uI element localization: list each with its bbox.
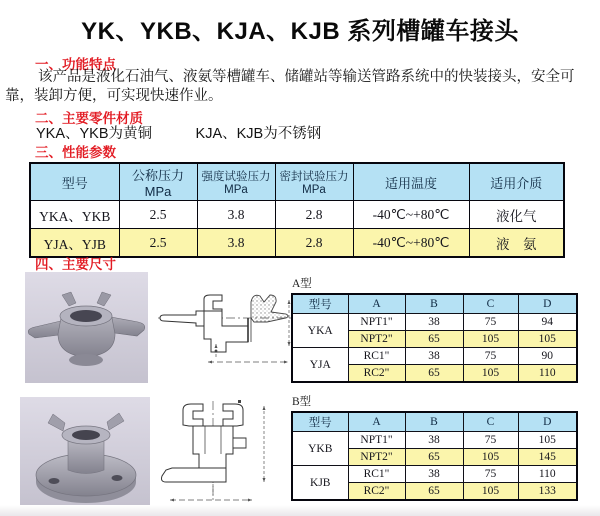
- materials-description: YKA、YKB为黄铜 KJA、KJB为不锈钢: [36, 126, 322, 142]
- table-header-row: [292, 294, 577, 314]
- table-cell: YKA、YKB: [30, 201, 119, 229]
- features-description: 该产品是液化石油气、液氨等槽罐车、储罐站等输送管路系统中的快装接头，安全可靠，装卸方便，可实现快速作业。: [5, 69, 575, 104]
- table-cell: 38: [405, 466, 463, 483]
- table-cell: 145: [518, 449, 577, 466]
- table-cell: YJA、YJB: [30, 229, 119, 258]
- section-heading-dimensions: 四、主要尺寸: [35, 257, 116, 272]
- table-row: [30, 201, 564, 229]
- column-header-temperature: 适用温度: [353, 163, 469, 201]
- model-cell: YKB: [292, 432, 348, 466]
- dimension-table-a-block: [291, 275, 581, 383]
- section-heading-materials: 二、主要零件材质: [35, 111, 143, 126]
- table-cell: NPT2": [348, 449, 405, 466]
- column-header-a: A: [348, 294, 405, 314]
- page-title: YK、YKB、KJA、KJB 系列槽罐车接头: [81, 18, 519, 45]
- table-cell: 133: [518, 483, 577, 501]
- table-header-row: [30, 163, 564, 201]
- table-cell: 2.5: [119, 201, 197, 229]
- table-cell: 38: [405, 314, 463, 331]
- table-cell: 2.5: [119, 229, 197, 258]
- column-header-seal-test: 密封试验压力MPa: [275, 163, 353, 201]
- table-cell: 75: [463, 432, 518, 449]
- column-header-d: D: [518, 294, 577, 314]
- table-row: [292, 314, 577, 331]
- table-header-row: [292, 412, 577, 432]
- page-edge-shadow: [0, 505, 600, 516]
- column-header-d: D: [518, 412, 577, 432]
- table-cell: 110: [518, 365, 577, 383]
- table-cell: 65: [405, 365, 463, 383]
- column-header-b: B: [405, 412, 463, 432]
- table-cell: NPT2": [348, 331, 405, 348]
- table-label-a: A型: [292, 278, 312, 290]
- table-cell: 3.8: [197, 201, 275, 229]
- column-header-model: 型号: [292, 412, 348, 432]
- table-cell: 90: [518, 348, 577, 365]
- dimension-table-b: [291, 411, 578, 501]
- column-header-strength-test: 强度试验压力MPa: [197, 163, 275, 201]
- table-cell: RC2": [348, 483, 405, 501]
- dimension-drawing-type-a: [156, 288, 294, 370]
- table-label-b: B型: [292, 396, 312, 408]
- table-cell: NPT1": [348, 314, 405, 331]
- table-cell: 105: [463, 365, 518, 383]
- column-header-a: A: [348, 412, 405, 432]
- column-header-medium: 适用介质: [469, 163, 564, 201]
- column-header-c: C: [463, 412, 518, 432]
- table-cell: RC1": [348, 348, 405, 365]
- table-cell: -40℃~+80℃: [353, 201, 469, 229]
- table-row: [292, 466, 577, 483]
- column-header-b: B: [405, 294, 463, 314]
- model-cell: KJB: [292, 466, 348, 501]
- model-cell: YJA: [292, 348, 348, 383]
- table-cell: 65: [405, 483, 463, 501]
- product-photo-coupling-b: [20, 397, 150, 505]
- dimension-table-b-block: [291, 393, 581, 501]
- table-cell: 75: [463, 348, 518, 365]
- product-photo-coupling-a: [25, 272, 148, 383]
- table-cell: 2.8: [275, 201, 353, 229]
- model-cell: YKA: [292, 314, 348, 348]
- table-cell: 65: [405, 449, 463, 466]
- table-cell: 105: [463, 483, 518, 501]
- table-cell: 75: [463, 466, 518, 483]
- table-cell: 38: [405, 348, 463, 365]
- table-cell: 液化气: [469, 201, 564, 229]
- performance-table: [29, 162, 565, 258]
- table-cell: NPT1": [348, 432, 405, 449]
- table-cell: 3.8: [197, 229, 275, 258]
- section-heading-features: 一、功能特点: [35, 57, 116, 72]
- dimensions-section: [0, 270, 600, 516]
- table-cell: 液 氨: [469, 229, 564, 258]
- table-cell: 105: [463, 449, 518, 466]
- dimension-table-a: [291, 293, 578, 383]
- table-cell: 2.8: [275, 229, 353, 258]
- column-header-model: 型号: [292, 294, 348, 314]
- table-cell: 105: [518, 331, 577, 348]
- table-cell: 38: [405, 432, 463, 449]
- table-cell: RC1": [348, 466, 405, 483]
- dimension-drawing-type-b: [152, 398, 283, 508]
- table-cell: 110: [518, 466, 577, 483]
- table-row: [292, 432, 577, 449]
- column-header-model: 型号: [30, 163, 119, 201]
- section-heading-performance: 三、性能参数: [35, 145, 116, 160]
- table-row: [292, 348, 577, 365]
- table-cell: 105: [463, 331, 518, 348]
- table-cell: 105: [518, 432, 577, 449]
- column-header-nominal-pressure: 公称压力 MPa: [119, 163, 197, 201]
- table-cell: RC2": [348, 365, 405, 383]
- table-cell: 65: [405, 331, 463, 348]
- table-cell: -40℃~+80℃: [353, 229, 469, 258]
- table-cell: 75: [463, 314, 518, 331]
- column-header-c: C: [463, 294, 518, 314]
- table-cell: 94: [518, 314, 577, 331]
